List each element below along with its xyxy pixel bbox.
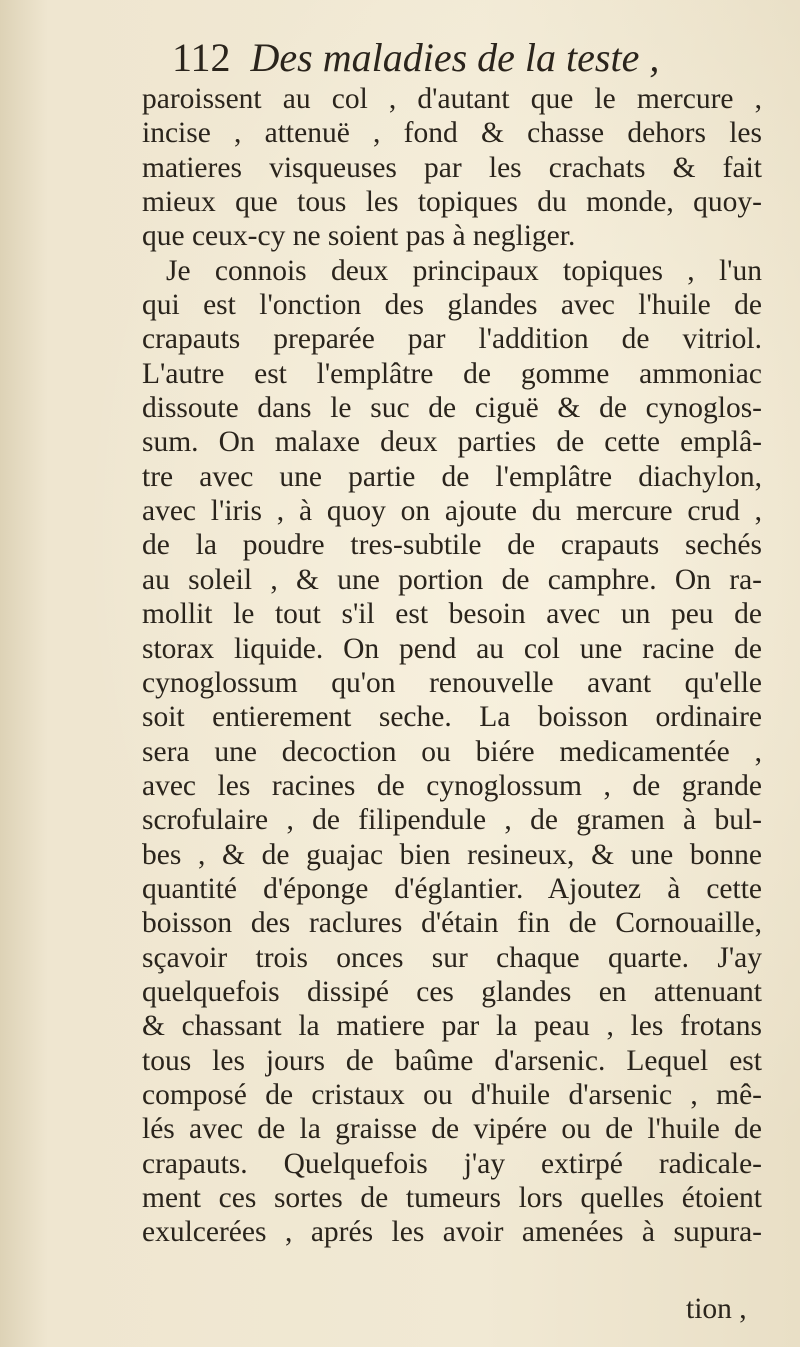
catchword: tion , (686, 1293, 747, 1325)
text-line: sçavoir trois onces sur chaque quarte. J'ay (142, 941, 762, 974)
text-line: quelquefois dissipé ces glandes en attenuant (142, 975, 762, 1008)
text-line: L'autre est l'emplâtre de gomme ammoniac (142, 357, 762, 390)
text-line: tous les jours de baûme d'arsenic. Lequel est (142, 1044, 762, 1077)
page-number: 112 (172, 35, 231, 80)
text-line: ment ces sortes de tumeurs lors quelles étoient (142, 1182, 762, 1214)
text-line: dissoute dans le suc de ciguë & de cynoglos- (142, 392, 762, 425)
text-line: storax liquide. On pend au col une racine de (142, 632, 762, 665)
text-line: scrofulaire , de filipendule , de gramen à bul- (142, 804, 762, 837)
text-line: paroissent au col , d'autant que le mercure , (142, 83, 762, 115)
text-line: composé de cristaux ou d'huile d'arsenic , mê- (142, 1078, 762, 1111)
text-line: mieux que tous les topiques du monde, quoy- (142, 186, 762, 219)
text-line: Je connois deux principaux topiques , l'un (166, 254, 762, 287)
running-title: Des maladies de la teste , (250, 35, 660, 80)
text-line: qui est l'onction des glandes avec l'huile de (142, 289, 762, 322)
body-text (142, 82, 762, 1250)
text-line: que ceux-cy ne soient pas à negliger. (142, 220, 576, 253)
text-line: de la poudre tres-subtile de crapauts sechés (142, 529, 762, 562)
text-line: & chassant la matiere par la peau , les frotans (142, 1010, 762, 1043)
text-line: sera une decoction ou biére medicamentée , (142, 735, 762, 768)
text-line: tre avec une partie de l'emplâtre diachylon, (142, 460, 762, 493)
text-line: cynoglossum qu'on renouvelle avant qu'elle (142, 666, 762, 699)
text-line: crapauts. Quelquefois j'ay extirpé radicale- (142, 1147, 762, 1180)
text-line: crapauts preparée par l'addition de vitriol. (142, 323, 762, 356)
text-line: mollit le tout s'il est besoin avec un peu de (142, 598, 762, 631)
text-line: matieres visqueuses par les crachats & fait (142, 151, 762, 184)
text-line: lés avec de la graisse de vipére ou de l'huile de (142, 1113, 762, 1146)
text-line: sum. On malaxe deux parties de cette emplâ- (142, 426, 762, 459)
page-header (172, 34, 732, 82)
text-line: incise , attenuë , fond & chasse dehors les (142, 117, 762, 150)
text-line: au soleil , & une portion de camphre. On ra- (142, 563, 762, 596)
text-line: boisson des raclures d'étain fin de Cornouaille, (142, 907, 762, 940)
text-line: exulcerées , aprés les avoir amenées à supura- (142, 1216, 762, 1249)
text-line: avec l'iris , à quoy on ajoute du mercure crud , (142, 495, 762, 528)
text-line: soit entierement seche. La boisson ordinaire (142, 701, 762, 734)
text-line: avec les racines de cynoglossum , de grande (142, 769, 762, 802)
text-line: bes , & de guajac bien resineux, & une bonne (142, 838, 762, 871)
text-line: quantité d'éponge d'églantier. Ajoutez à cette (142, 872, 762, 905)
